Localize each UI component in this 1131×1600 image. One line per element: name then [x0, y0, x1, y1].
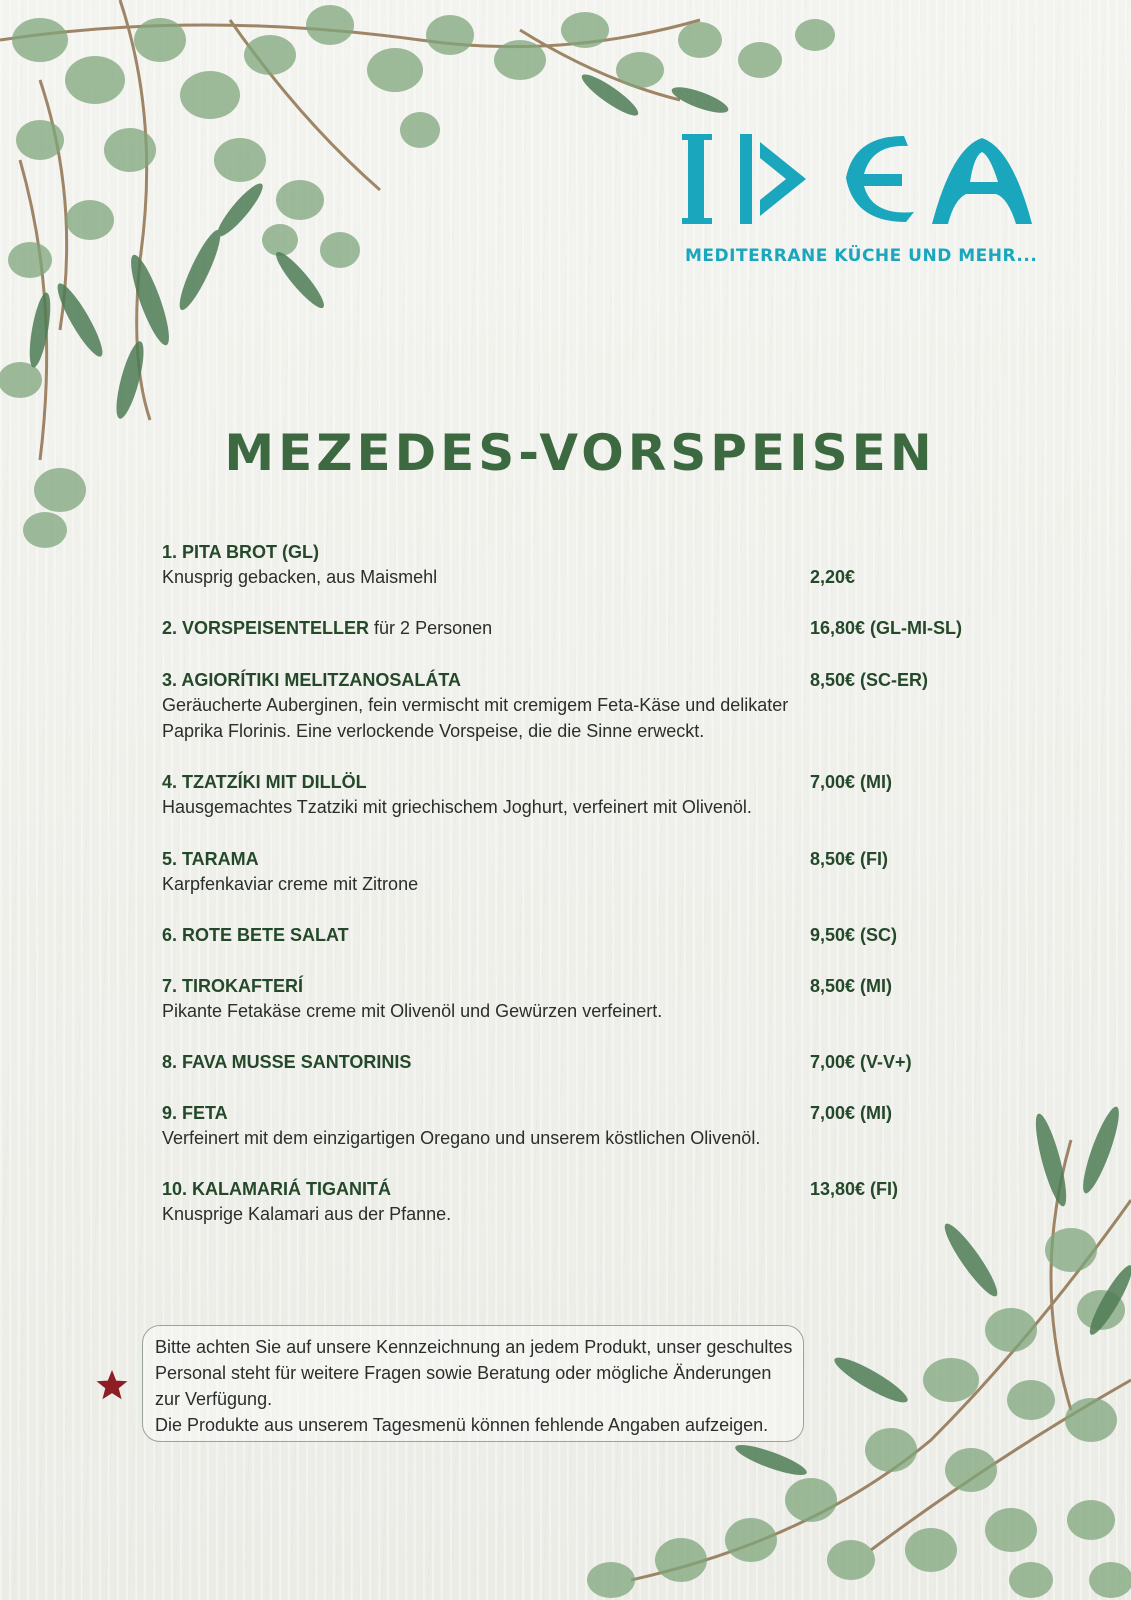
notice-line: Personal steht für weitere Fragen sowie Beratung oder mögliche Änderungen — [155, 1363, 772, 1383]
menu-item-description: Knusprige Kalamari aus der Pfanne. — [162, 1204, 452, 1224]
menu-item-description: Pikante Fetakäse creme mit Olivenöl und Gewürzen verfeinert. — [162, 1001, 663, 1021]
menu-item-name: 8. FAVA MUSSE SANTORINIS — [162, 1052, 412, 1072]
menu-item-description: Verfeinert mit dem einzigartigen Oregano und unserem köstlichen Olivenöl. — [162, 1128, 761, 1148]
menu-item-name: 4. TZATZÍKI MIT DILLÖL — [162, 772, 367, 792]
menu-item-name: 1. PITA BROT (GL) — [162, 542, 319, 562]
allergen-notice — [142, 1325, 804, 1442]
menu-item-price: 7,00€ (V-V+) — [810, 1052, 912, 1072]
menu-item — [162, 974, 1022, 1024]
menu-item-description: Paprika Florinis. Eine verlockende Vorspeise, die die Sinne erweckt. — [162, 721, 705, 741]
menu-item-name: 7. TIROKAFTERÍ — [162, 976, 304, 996]
menu-item-price: 8,50€ (SC-ER) — [810, 670, 929, 690]
menu-item — [162, 770, 1022, 820]
eucalyptus-foliage-top — [0, 0, 880, 580]
menu-item-name-text: 2. VORSPEISENTELLER — [162, 618, 370, 638]
menu-item-price: 9,50€ (SC) — [810, 925, 898, 945]
menu-item-price: 7,00€ (MI) — [810, 1103, 893, 1123]
notice-line: Bitte achten Sie auf unsere Kennzeichnung an jedem Produkt, unser geschultes — [155, 1337, 793, 1357]
menu-item — [162, 616, 1022, 640]
menu-item — [162, 847, 1022, 897]
menu-item-name: 3. AGIORÍTIKI MELITZANOSALÁTA — [162, 670, 461, 690]
menu-item — [162, 668, 1022, 744]
menu-item-name: 5. TARAMA — [162, 849, 259, 869]
menu-item-description: Karpfenkaviar creme mit Zitrone — [162, 874, 419, 894]
menu-item-price: 7,00€ (MI) — [810, 772, 893, 792]
notice-line: zur Verfügung. — [155, 1389, 273, 1409]
menu-item — [162, 1177, 1022, 1227]
menu-item-price: 2,20€ — [810, 567, 856, 587]
menu-item-price: 13,80€ (FI) — [810, 1179, 899, 1199]
menu-item-description: Knusprig gebacken, aus Maismehl — [162, 567, 438, 587]
menu-item-name: 10. KALAMARIÁ TIGANITÁ — [162, 1179, 391, 1199]
menu-item-name: 9. FETA — [162, 1103, 228, 1123]
menu-item — [162, 1050, 1022, 1074]
star-icon — [95, 1368, 129, 1402]
menu-item — [162, 1101, 1022, 1151]
notice-text — [155, 1334, 805, 1438]
menu-item-description: Geräucherte Auberginen, fein vermischt mit cremigem Feta-Käse und delikater — [162, 695, 789, 715]
menu-item-name: 6. ROTE BETE SALAT — [162, 925, 349, 945]
menu-item-description: Hausgemachtes Tzatziki mit griechischem Joghurt, verfeinert mit Olivenöl. — [162, 797, 752, 817]
menu-item-price: 8,50€ (FI) — [810, 849, 889, 869]
menu-item — [162, 923, 1022, 947]
notice-line: Die Produkte aus unserem Tagesmenü können fehlende Angaben aufzeigen. — [155, 1415, 769, 1435]
menu-item-note: für 2 Personen — [369, 618, 493, 638]
menu-item-price: 8,50€ (MI) — [810, 976, 893, 996]
menu-item — [162, 540, 856, 590]
menu-item-price: 16,80€ (GL-MI-SL) — [810, 618, 963, 638]
page-title: MEZEDES-VORSPEISEN — [224, 424, 936, 482]
logo-tagline: MEDITERRANE KÜCHE UND MEHR... — [685, 246, 1038, 266]
logo-wordmark — [682, 128, 1042, 228]
